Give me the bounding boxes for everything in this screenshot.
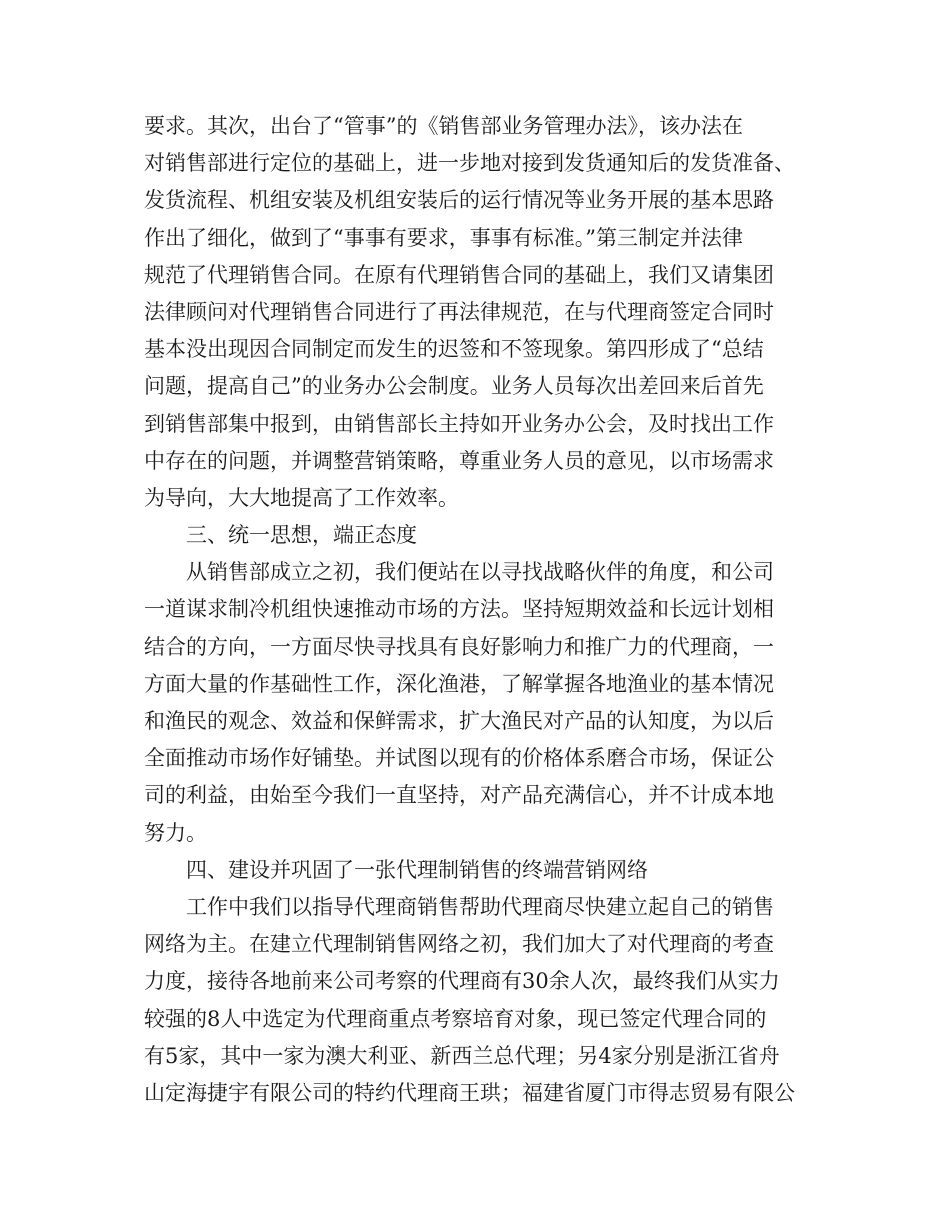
paragraph-line: 作出了细化，做到了“事事有要求，事事有标准。”第三制定并法律 bbox=[144, 225, 743, 250]
paragraph-line: 较强的8人中选定为代理商重点考察培育对象，现已签定代理合同的 bbox=[144, 1006, 767, 1031]
paragraph-line: 一道谋求制冷机组快速推动市场的方法。坚持短期效益和长远计划相 bbox=[144, 597, 774, 622]
paragraph-line: 问题，提高自己”的业务办公会制度。业务人员每次出差回来后首先 bbox=[144, 374, 764, 399]
paragraph-line: 有5家，其中一家为澳大利亚、新西兰总代理；另4家分别是浙江省舟 bbox=[144, 1043, 780, 1068]
section-heading: 三、统一思想，端正态度 bbox=[186, 523, 417, 548]
paragraph-line: 法律顾问对代理销售合同进行了再法律规范，在与代理商签定合同时 bbox=[144, 299, 774, 324]
paragraph-line: 中存在的问题，并调整营销策略，尊重业务人员的意见，以市场需求 bbox=[144, 448, 774, 473]
paragraph-line: 方面大量的作基础性工作，深化渔港，了解掌握各地渔业的基本情况 bbox=[144, 671, 774, 696]
document-body bbox=[144, 108, 824, 1112]
paragraph-line: 和渔民的观念、效益和保鲜需求，扩大渔民对产品的认知度，为以后 bbox=[144, 709, 774, 733]
section-heading: 四、建设并巩固了一张代理制销售的终端营销网络 bbox=[186, 857, 648, 882]
paragraph-line: 全面推动市场作好铺垫。并试图以现有的价格体系磨合市场，保证公 bbox=[144, 746, 774, 771]
paragraph-line: 工作中我们以指导代理商销售帮助代理商尽快建立起自己的销售 bbox=[186, 894, 774, 919]
paragraph-line: 到销售部集中报到，由销售部长主持如开业务办公会，及时找出工作 bbox=[144, 411, 774, 436]
paragraph-line: 为导向，大大地提高了工作效率。 bbox=[144, 485, 459, 510]
paragraph-line: 基本没出现因合同制定而发生的迟签和不签现象。第四形成了“总结 bbox=[144, 337, 764, 362]
paragraph-line: 司的利益，由始至今我们一直坚持，对产品充满信心，并不计成本地 bbox=[144, 783, 774, 808]
paragraph-line: 发货流程、机组安装及机组安装后的运行情况等业务开展的基本思路 bbox=[144, 188, 774, 213]
paragraph-line: 结合的方向，一方面尽快寻找具有良好影响力和推广力的代理商，一 bbox=[144, 634, 774, 659]
paragraph-line: 努力。 bbox=[144, 820, 207, 845]
paragraph-line: 规范了代理销售合同。在原有代理销售合同的基础上，我们又请集团 bbox=[144, 262, 774, 287]
paragraph-line: 对销售部进行定位的基础上，进一步地对接到发货通知后的发货准备、 bbox=[144, 151, 795, 176]
paragraph-line: 从销售部成立之初，我们便站在以寻找战略伙伴的角度，和公司 bbox=[186, 560, 774, 585]
paragraph-line: 力度，接待各地前来公司考察的代理商有30余人次，最终我们从实力 bbox=[144, 969, 780, 994]
paragraph-line: 网络为主。在建立代理制销售网络之初，我们加大了对代理商的考查 bbox=[144, 932, 774, 957]
paragraph-line: 山定海捷宇有限公司的特约代理商王珙；福建省厦门市得志贸易有限公 bbox=[144, 1080, 795, 1105]
paragraph-line: 要求。其次，出台了“管事”的《销售部业务管理办法》，该办法在 bbox=[144, 114, 743, 138]
